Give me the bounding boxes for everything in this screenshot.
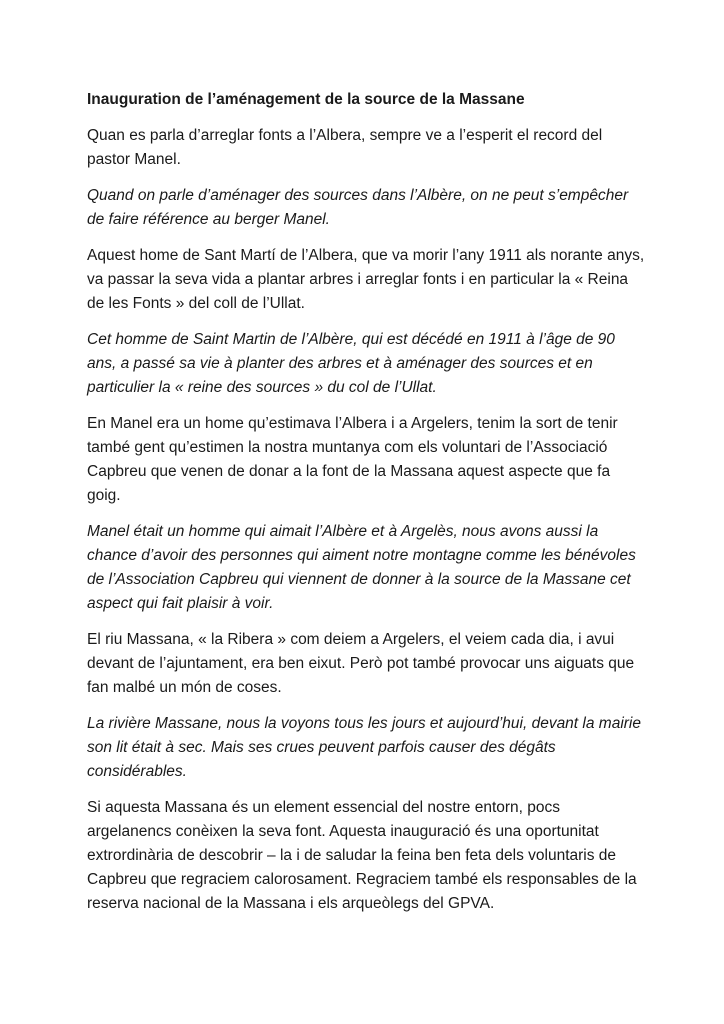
paragraph-ca-5: Si aquesta Massana és un element essencial del nostre entorn, pocs argelanencs conèixen la seva font. Aquesta inauguració és una oportunitat extrordinària de descobrir – la i de saludar la feina ben feta dels voluntaris de Capbreu que regraciem calorosament. Regraciem també els responsables de la reserva nacional de la Massana i els arqueòlegs del GPVA. (87, 799, 637, 912)
paragraph-fr-4: La rivière Massane, nous la voyons tous les jours et aujourd’hui, devant la mairie son lit était à sec. Mais ses crues peuvent parfois causer des dégâts considérables. (87, 715, 641, 780)
paragraph-fr-3: Manel était un homme qui aimait l’Albère et à Argelès, nous avons aussi la chance d’avoir des personnes qui aiment notre montagne comme les bénévoles de l’Association Capbreu qui viennent de donner à la source de la Massane cet aspect qui fait plaisir à voir. (87, 523, 636, 612)
document-title: Inauguration de l’aménagement de la source de la Massane (87, 91, 525, 108)
paragraph-ca-4: El riu Massana, « la Ribera » com deiem a Argelers, el veiem cada dia, i avui devant de l’ajuntament, era ben eixut. Però pot també provocar uns aiguats que fan malbé un món de coses. (87, 631, 635, 696)
paragraph-fr-1: Quand on parle d’aménager des sources dans l’Albère, on ne peut s’empêcher de faire référence au berger Manel. (87, 187, 629, 228)
paragraph-fr-2: Cet homme de Saint Martin de l’Albère, qui est décédé en 1911 à l’âge de 90 ans, a passé sa vie à planter des arbres et à aménager des sources et en particulier la « reine des sources » du col de l’Ullat. (87, 331, 615, 396)
paragraph-ca-3: En Manel era un home qu’estimava l’Albera i a Argelers, tenim la sort de tenir també gent qu’estimen la nostra muntanya com els voluntari de l’Associació Capbreu que venen de donar a la font de la Massana aquest aspecte que fa goig. (87, 415, 618, 504)
document-page (87, 88, 647, 928)
paragraph-ca-2: Aquest home de Sant Martí de l’Albera, que va morir l’any 1911 als norante anys, va passar la seva vida a plantar arbres i arreglar fonts i en particular la « Reina de les Fonts » del coll de l’Ullat. (87, 247, 645, 312)
paragraph-ca-1: Quan es parla d’arreglar fonts a l’Albera, sempre ve a l’esperit el record del pastor Manel. (87, 127, 603, 168)
